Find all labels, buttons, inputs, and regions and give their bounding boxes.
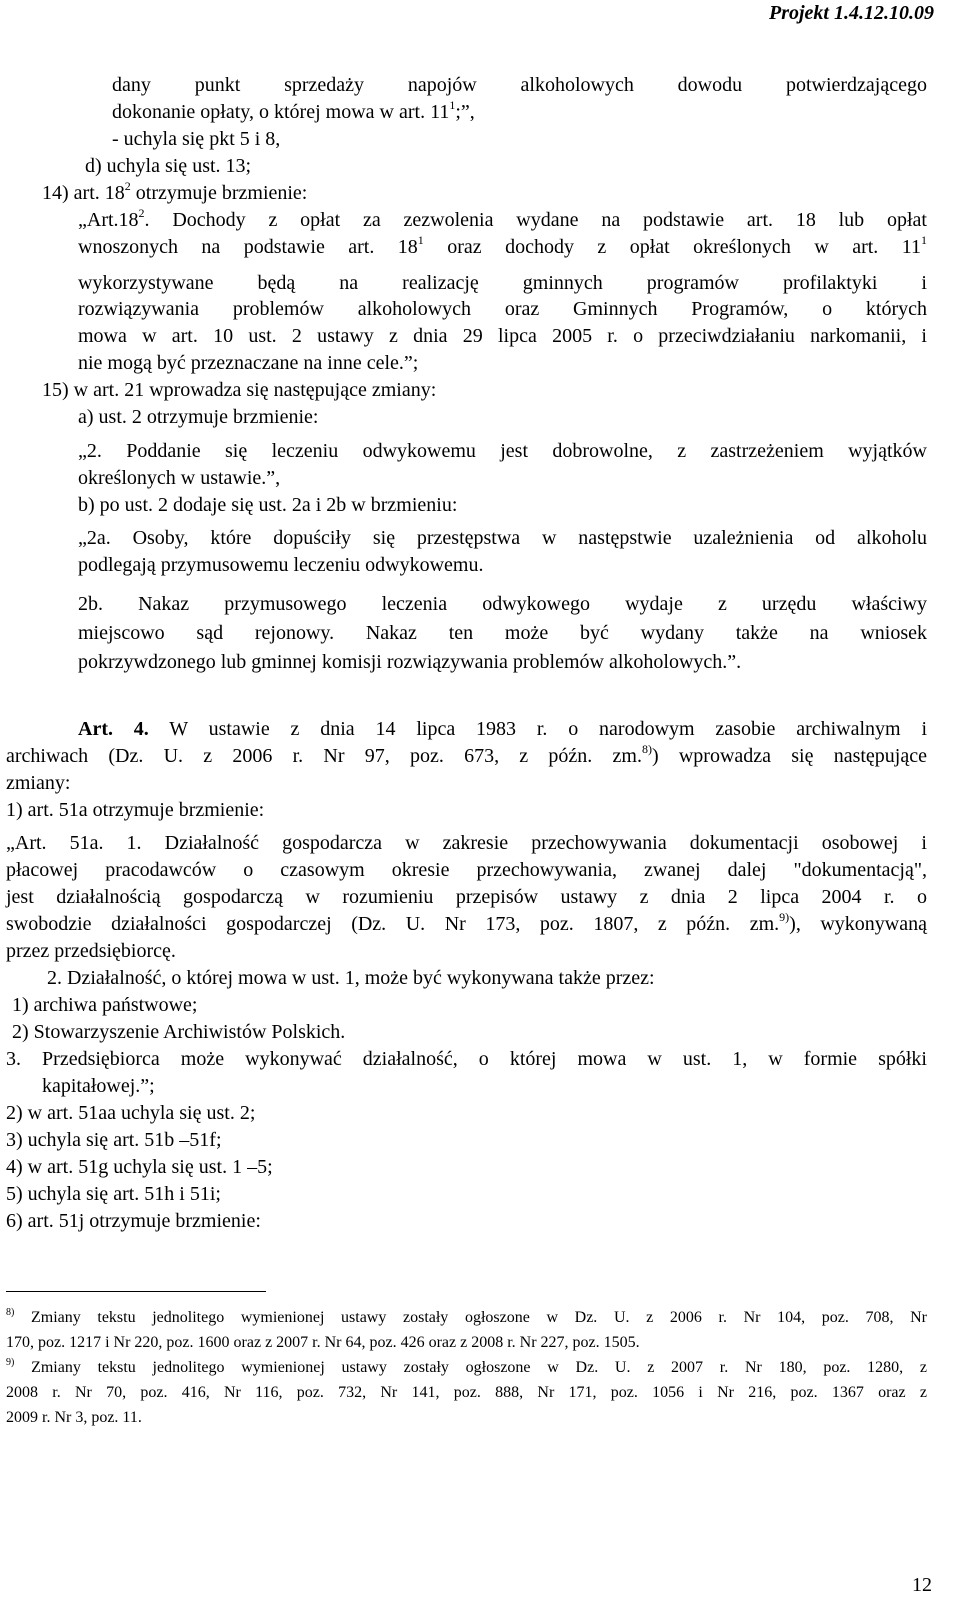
text-line: przez przedsiębiorcę. [6, 940, 176, 962]
footnote-separator [6, 1291, 266, 1292]
text-line: kapitałowej.”; [42, 1075, 155, 1097]
text-line: 3. Przedsiębiorca może wykonywać działalność, o której mowa w ust. 1, w formie spółki [6, 1048, 927, 1070]
text-line: - uchyla się pkt 5 i 8, [112, 128, 281, 150]
page-number: 12 [912, 1574, 932, 1596]
text-line: wykorzystywane będą na realizację gminnych programów profilaktyki i [78, 272, 927, 294]
text-line: 2b. Nakaz przymusowego leczenia odwykowego wydaje z urzędu właściwy [78, 593, 927, 615]
text-line: d) uchyla się ust. 13; [85, 155, 252, 177]
text-line: „2a. Osoby, które dopuściły się przestępstwa w następstwie uzależnienia od alkoholu [78, 527, 927, 549]
text-line: 15) w art. 21 wprowadza się następujące zmiany: [42, 379, 437, 401]
text-line: rozwiązywania problemów alkoholowych oraz Gminnych Programów, o których [78, 298, 927, 320]
text-line: podlegają przymusowemu leczeniu odwykowemu. [78, 554, 484, 576]
text-line: 14) art. $18^2$ otrzymuje brzmienie: [42, 179, 308, 204]
text-line: dokonanie opłaty, o której mowa w art. $11^1$;”, [112, 98, 475, 123]
list-item: 1) archiwa państwowe; [12, 994, 198, 1016]
text-line: miejscowo sąd rejonowy. Nakaz ten może być wydany także na wniosek [78, 622, 927, 644]
footnote-9-end: 2009 r. Nr 3, poz. 11. [6, 1409, 142, 1426]
list-item: 2) Stowarzyszenie Archiwistów Polskich. [12, 1021, 346, 1043]
text-line: b) po ust. 2 dodaje się ust. 2a i 2b w brzmieniu: [78, 494, 458, 516]
footnote-8-cont: 170, poz. 1217 i Nr 220, poz. 1600 oraz z 2007 r. Nr 64, poz. 426 oraz z 2008 r. Nr 227, poz. 1505. [6, 1334, 640, 1351]
text-line: zmiany: [6, 772, 71, 794]
text-line: dany punkt sprzedaży napojów alkoholowych dowodu potwierdzającego [112, 74, 927, 96]
text-line: 2. Działalność, o której mowa w ust. 1, może być wykonywana także przez: [47, 967, 655, 989]
list-item: 4) w art. 51g uchyla się ust. 1 –5; [6, 1156, 273, 1178]
footnote-9-cont: 2008 r. Nr 70, poz. 416, Nr 116, poz. 732, Nr 141, poz. 888, Nr 171, poz. 1056 i Nr 216, poz. 1367 oraz z [6, 1384, 927, 1401]
text-line: „Art. 51a. 1. Działalność gospodarcza w zakresie przechowywania dokumentacji osobowej i [6, 832, 927, 854]
text-line: a) ust. 2 otrzymuje brzmienie: [78, 406, 319, 428]
text-line: jest działalnością gospodarczą w rozumieniu przepisów ustawy z dnia 2 lipca 2004 r. o [6, 886, 927, 908]
text-line: mowa w art. 10 ust. 2 ustawy z dnia 29 lipca 2005 r. o przeciwdziałaniu narkomanii, i [78, 325, 927, 347]
text-line: $„Art.18^2$. Dochody z opłat za zezwolenia wydane na podstawie art. 18 lub opłat [78, 206, 927, 231]
text-line: swobodzie działalności gospodarczej (Dz. U. Nr 173, poz. 1807, z późn. zm.$^{9)}$), wykonywaną [6, 910, 928, 935]
text-line: wnoszonych na podstawie art. $18^1$ oraz dochody z opłat określonych w art. $11^1$ [78, 233, 927, 258]
text-line: „2. Poddanie się leczeniu odwykowemu jest dobrowolne, z zastrzeżeniem wyjątków [78, 440, 927, 462]
text-line: określonych w ustawie.”, [78, 467, 281, 489]
list-item: 2) w art. 51aa uchyla się ust. 2; [6, 1102, 256, 1124]
list-item: 3) uchyla się art. 51b –51f; [6, 1129, 222, 1151]
text-line: płacowej pracodawców o czasowym okresie przechowywania, zwanej dalej "dokumentacją", [6, 859, 927, 881]
text-line: 1) art. 51a otrzymuje brzmienie: [6, 799, 265, 821]
list-item: 5) uchyla się art. 51h i 51i; [6, 1183, 221, 1205]
list-item: 6) art. 51j otrzymuje brzmienie: [6, 1210, 261, 1232]
project-header: Projekt 1.4.12.10.09 [769, 2, 934, 24]
text-line: nie mogą być przeznaczane na inne cele.”; [78, 352, 419, 374]
footnote-8: $^{8)}$ Zmiany tekstu jednolitego wymienionej ustawy zostały ogłoszone w Dz. U. z 2006 r. Nr 104, poz. 708, Nr [6, 1307, 927, 1326]
article-heading-line: Art. 4. W ustawie z dnia 14 lipca 1983 r. o narodowym zasobie archiwalnym i [78, 718, 928, 740]
text-line: pokrzywdzonego lub gminnej komisji rozwiązywania problemów alkoholowych.”. [78, 651, 742, 673]
footnote-9: $^{9)}$ Zmiany tekstu jednolitego wymienionej ustawy zostały ogłoszone w Dz. U. z 2007 r. Nr 180, poz. 1280, z [6, 1357, 927, 1376]
article-4-label: Art. 4. [78, 718, 149, 740]
text-line: archiwach (Dz. U. z 2006 r. Nr 97, poz. 673, z późn. zm.$^{8)}$) wprowadza się następujące [6, 742, 927, 767]
